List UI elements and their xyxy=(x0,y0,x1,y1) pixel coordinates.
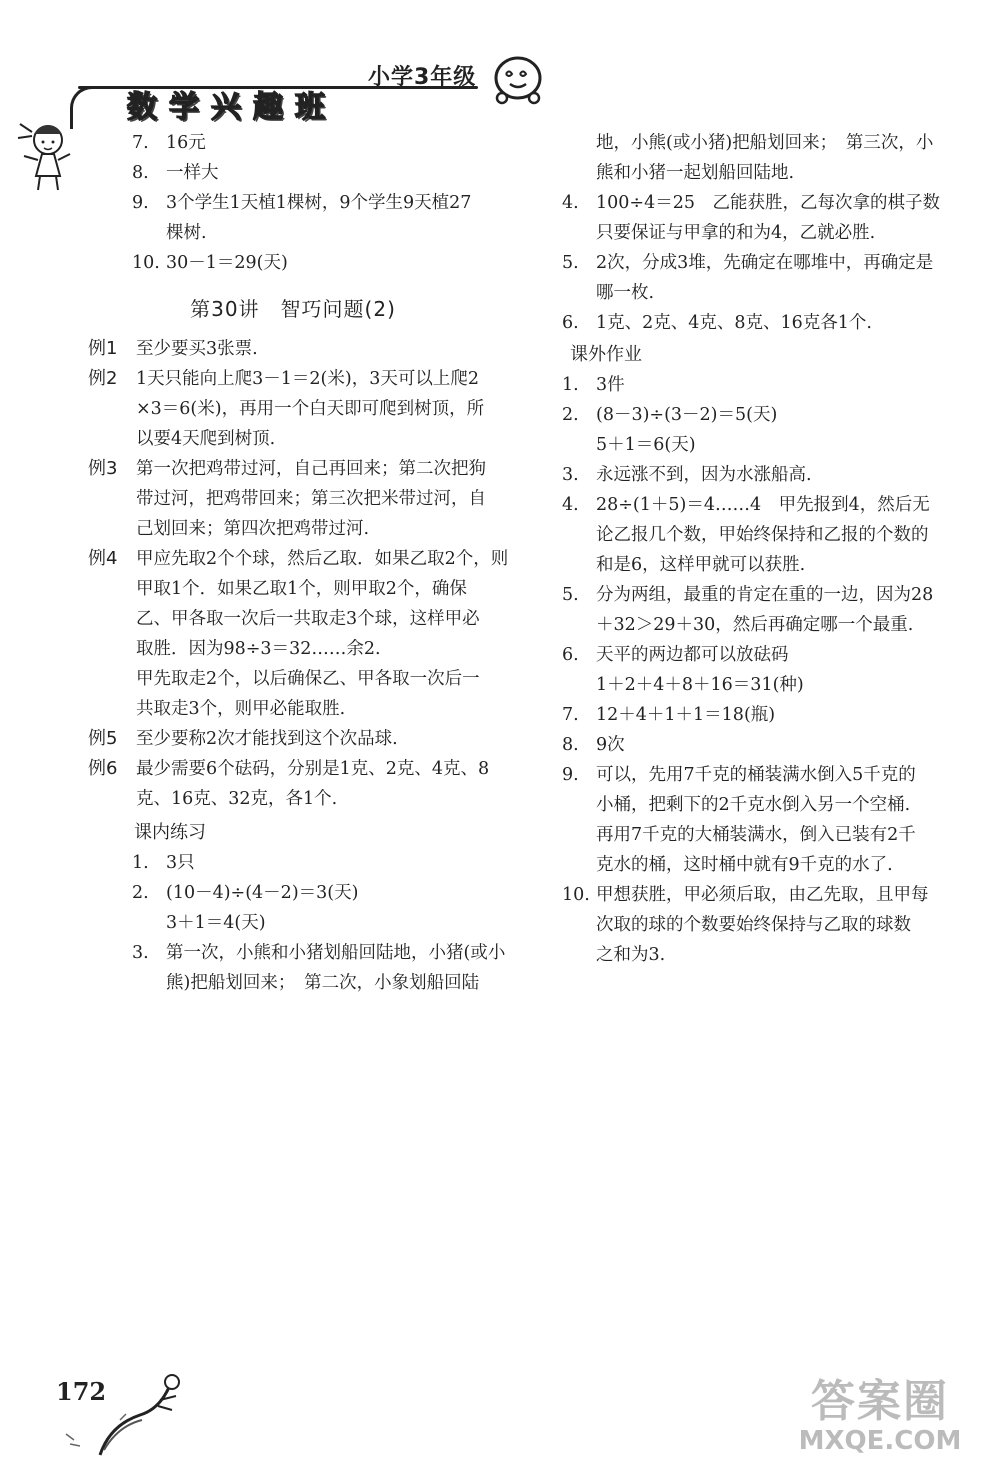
homework-item: 4. 28÷(1＋5)＝4……4 甲先报到4，然后无 论乙报几个数，甲始终保持和乙报的个数的 和是6，这样甲就可以获胜. xyxy=(562,495,930,575)
homework-heading: 课外作业 xyxy=(570,344,642,365)
answer-item: 9. 3个学生1天植1棵树，9个学生9天植27 棵树. xyxy=(132,193,472,243)
continued-answer: 地，小熊(或小猪)把船划回来； 第三次，小 熊和小猪一起划船回陆地. xyxy=(596,133,934,183)
grade-label: 小学3年级 xyxy=(368,65,477,90)
answer-item: 8. 一样大 xyxy=(132,163,219,183)
smiley-mascot-icon xyxy=(490,52,546,108)
practice-item: 3. 第一次，小熊和小猪划船回陆地，小猪(或小 熊)把船划回来； 第二次，小象划船回陆 xyxy=(132,943,506,993)
left-column xyxy=(88,128,509,998)
chapter-title: 第30讲 智巧问题(2) xyxy=(190,297,396,321)
class-practice-heading: 课内练习 xyxy=(134,822,206,843)
homework-item: 7. 12＋4＋1＋1＝18(瓶) xyxy=(562,705,776,725)
homework-item: 1. 3件 xyxy=(562,375,625,395)
book-title-char: 趣 xyxy=(253,90,283,125)
girl-illustration-icon xyxy=(10,110,80,200)
homework-item: 6. 天平的两边都可以放砝码 1＋2＋4＋8＋16＝31(种) xyxy=(562,645,804,695)
homework-list xyxy=(562,370,942,970)
book-title-char: 数 xyxy=(127,90,157,125)
example-item: 例5 至少要称2次才能找到这个次品球. xyxy=(88,728,398,749)
practice-item: 6. 1克、2克、4克、8克、16克各1个. xyxy=(562,313,873,333)
example-item: 例3 第一次把鸡带过河，自己再回来；第二次把狗 带过河，把鸡带回来；第三次把米带过河，自 己划回来；第四次把鸡带过河. xyxy=(88,458,486,539)
class-practice-list xyxy=(88,848,506,998)
watermark-text: 答案圈 xyxy=(811,1376,949,1427)
homework-item: 5. 分为两组，最重的肯定在重的一边，因为28 ＋32＞29＋30，然后再确定哪一个最重. xyxy=(562,585,934,635)
practice-item: 5. 2次，分成3堆，先确定在哪堆中，再确定是 哪一枚. xyxy=(562,253,934,303)
homework-item: 2. (8－3)÷(3－2)＝5(天) 5＋1＝6(天) xyxy=(562,405,778,455)
class-practice-more xyxy=(562,188,942,338)
answer-item: 7. 16元 xyxy=(132,133,206,153)
examples xyxy=(88,334,509,814)
answer-item: 10. 30－1＝29(天) xyxy=(132,253,288,273)
watermark xyxy=(780,1378,980,1456)
cartoon-figure-icon xyxy=(60,1360,200,1460)
book-title-char: 兴 xyxy=(211,90,241,125)
page-number: 172 xyxy=(56,1377,107,1406)
book-title xyxy=(122,88,330,128)
example-item: 例1 至少要买3张票. xyxy=(88,338,258,359)
practice-item: 4. 100÷4＝25 乙能获胜，乙每次拿的棋子数 只要保证与甲拿的和为4，乙就必胜. xyxy=(562,193,940,243)
example-item: 例6 最少需要6个砝码，分别是1克、2克、4克、8 克、16克、32克，各1个. xyxy=(88,758,490,809)
homework-item: 9. 可以，先用7千克的桶装满水倒入5千克的 小桶，把剩下的2千克水倒入另一个空桶. 再用7千克的大桶装满水，倒入已装有2千 克水的桶，这时桶中就有9千克的水了. xyxy=(562,765,916,875)
right-column xyxy=(562,128,942,970)
book-title-char: 学 xyxy=(169,90,199,125)
book-title-char: 班 xyxy=(295,90,325,125)
watermark-url: MXQE.COM xyxy=(798,1426,962,1456)
practice-item: 2. (10－4)÷(4－2)＝3(天) 3＋1＝4(天) xyxy=(132,883,359,933)
practice-item: 1. 3只 xyxy=(132,853,195,873)
homework-item: 3. 永远涨不到，因为水涨船高. xyxy=(562,465,812,485)
homework-item: 10. 甲想获胜，甲必须后取，由乙先取，且甲每 次取的球的个数要始终保持与乙取的球数 之和为3. xyxy=(562,885,929,965)
homework-item: 8. 9次 xyxy=(562,735,625,755)
example-item: 例2 1天只能向上爬3－1＝2(米)，3天可以上爬2 ×3＝6(米)，再用一个白天即可爬到树顶，所 以要4天爬到树顶. xyxy=(88,368,485,449)
example-item: 例4 甲应先取2个个球，然后乙取．如果乙取2个，则 甲取1个．如果乙取1个，则甲取2个，确保 乙、甲各取一次后一共取走3个球，这样甲必 取胜．因为98÷3＝32……余2. 甲先取走2个，以后确保乙、甲各取一次后一 共取走3个，则甲必能取胜. xyxy=(88,548,509,719)
